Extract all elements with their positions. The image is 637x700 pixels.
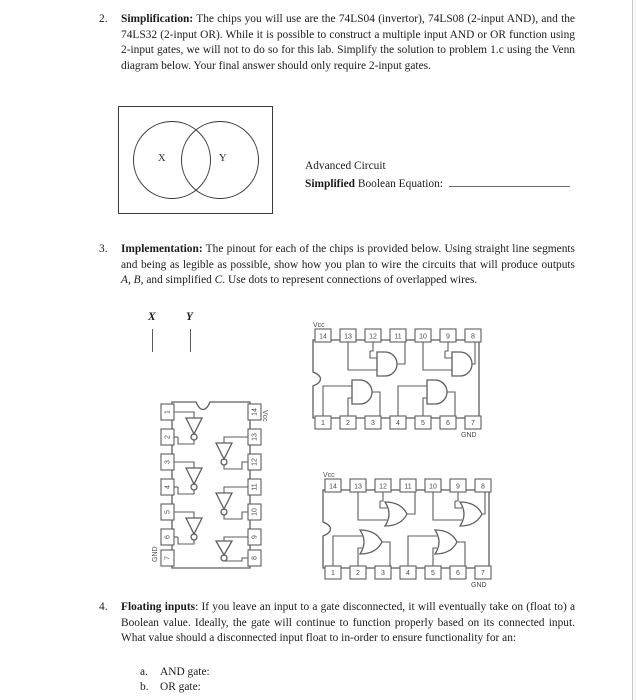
input-stub-line-x [152, 329, 153, 352]
chip-and-gnd-label: GND [461, 432, 477, 439]
chip-inv-gate-6 [216, 537, 248, 561]
chip-74ls08-and [303, 318, 489, 440]
chip-or-pin-14: 14 [329, 483, 337, 491]
chip-and-pin-11: 11 [394, 333, 402, 341]
output-label-a: A, [121, 274, 131, 287]
chip-inv-pin-5: 5 [164, 510, 172, 514]
list-item-4-text: : If you leave an input to a gate disconnected, it will eventually take on (float to) a Boolean value. Ideally, the gate will continue to function properly based on its connected input. What value should a disconnected input float to in-order to ensure functionality for an: [121, 601, 575, 645]
sub-question-b-letter: b. [140, 681, 149, 694]
list-item-4 [99, 600, 575, 647]
chip-and-pin-4: 4 [396, 419, 400, 427]
chip-inv-gnd-label: GND [152, 546, 159, 562]
venn-label-x: X [158, 153, 166, 164]
chip-and-pin-1: 1 [321, 419, 325, 427]
sub-question-b [140, 680, 210, 695]
chip-74ls08-and-svg [303, 318, 489, 440]
list-item-3-title: Implementation: [121, 243, 203, 255]
list-item-3-text-pre: The pinout for each of the chips is provided below. Using straight line segments and being as legible as possible, show how you plan to wire the circuits that will produce outputs [121, 243, 575, 271]
chip-74ls32-or [313, 468, 499, 590]
chip-and-gate-1 [323, 380, 380, 416]
chip-and-pin-6: 6 [446, 419, 450, 427]
list-item-2-body [121, 12, 575, 74]
chip-and-gate-4 [423, 342, 475, 376]
spacer-2: and simplified [143, 274, 215, 287]
chip-or-pin-13: 13 [354, 483, 362, 491]
chip-or-pin-2: 2 [356, 569, 360, 577]
simplified-bold-word: Simplified [305, 177, 356, 190]
input-stub-label-y: Y [186, 311, 193, 323]
chip-and-top-pins [315, 329, 481, 342]
chip-inv-pin-11: 11 [251, 483, 259, 491]
chip-inv-vcc-label: Vcc [261, 410, 268, 422]
chip-or-gate-3 [358, 492, 415, 526]
page-right-margin [633, 0, 637, 700]
chip-or-pin-8: 8 [481, 483, 485, 491]
list-item-3 [99, 242, 575, 289]
chip-inv-pin-7: 7 [164, 556, 172, 560]
chip-inv-gate-1 [174, 412, 202, 444]
chip-or-gnd-label: GND [471, 582, 487, 589]
page-right-border [632, 0, 633, 700]
chip-and-bottom-pins [315, 416, 481, 429]
chip-inv-pin-10: 10 [251, 508, 259, 516]
input-stub-line-y [190, 329, 191, 352]
chip-or-top-pins [325, 479, 491, 492]
chip-or-pin-4: 4 [406, 569, 410, 577]
chip-inv-gate-3 [174, 512, 202, 544]
input-stubs [148, 311, 248, 359]
chip-and-pin-3: 3 [371, 419, 375, 427]
simplified-boolean-equation-row [305, 175, 570, 193]
chip-inv-pin-12: 12 [251, 458, 259, 466]
sub-question-list [140, 665, 210, 696]
chip-or-pin-11: 11 [404, 483, 412, 491]
list-item-4-title: Floating inputs [121, 601, 196, 613]
chip-or-pin-6: 6 [456, 569, 460, 577]
chip-or-gate-1 [333, 530, 390, 566]
input-stub-label-x: X [148, 311, 156, 323]
sub-question-a-letter: a. [140, 666, 148, 678]
list-item-3-body [121, 242, 575, 289]
chip-and-pin-5: 5 [421, 419, 425, 427]
chip-and-vcc-label: Vcc [313, 322, 325, 329]
sub-question-a [140, 665, 210, 680]
chip-and-pin-8: 8 [471, 333, 475, 341]
chip-and-gate-3 [348, 342, 405, 376]
chip-or-bottom-pins [325, 566, 491, 579]
chip-inv-gate-5 [216, 487, 248, 519]
chip-and-pin-2: 2 [346, 419, 350, 427]
chip-and-pin-13: 13 [344, 333, 352, 341]
chip-inv-pin-13: 13 [251, 433, 259, 441]
chip-74ls32-or-svg [313, 468, 499, 590]
chip-inv-pin-3: 3 [164, 460, 172, 464]
chip-inv-gate-2 [174, 462, 202, 494]
boolean-equation-blank[interactable] [449, 175, 570, 187]
list-item-4-body [121, 600, 575, 647]
chip-and-pin-12: 12 [369, 333, 377, 341]
output-label-b: B, [133, 274, 144, 287]
chip-74ls04-inverter-svg [150, 392, 272, 578]
list-item-3-text-post: . Use dots to represent connections of overlapped wires. [222, 274, 478, 287]
list-item-3-number: 3. [99, 243, 108, 255]
chip-inv-pin-2: 2 [164, 435, 172, 439]
chip-and-gate-2 [398, 380, 455, 416]
advanced-circuit-title: Advanced Circuit [305, 160, 386, 172]
boolean-equation-label: Boolean Equation: [355, 177, 443, 190]
chip-inv-pin-14: 14 [251, 408, 259, 416]
chip-inv-pin-6: 6 [164, 535, 172, 539]
chip-and-pin-10: 10 [419, 333, 427, 341]
chip-or-gate-2 [408, 530, 465, 566]
chip-and-pin-9: 9 [446, 333, 450, 341]
chip-or-pin-10: 10 [429, 483, 437, 491]
list-item-2 [99, 12, 575, 74]
chip-or-pin-12: 12 [379, 483, 387, 491]
sub-question-a-label: AND gate: [160, 666, 210, 678]
list-item-2-title: Simplification: [121, 13, 194, 25]
advanced-circuit-block [305, 159, 570, 192]
list-item-2-number: 2. [99, 13, 108, 25]
chip-or-gate-4 [433, 492, 485, 526]
chip-or-pin-1: 1 [331, 569, 335, 577]
list-item-4-number: 4. [99, 601, 108, 613]
chip-inv-pin-9: 9 [251, 535, 259, 539]
chip-inv-pin-8: 8 [251, 556, 259, 560]
output-label-c: C [214, 274, 223, 287]
chip-or-pin-5: 5 [431, 569, 435, 577]
list-item-2-text: The chips you will use are the 74LS04 (invertor), 74LS08 (2-input AND), and the 74LS32 (2-input OR). While it is possible to construct a multiple input AND or OR function using 2-input gates, we will not to do so for this lab. Simplify the solution to problem 1.c using the Venn diagram below. Your final answer should only require 2-input gates. [121, 13, 575, 72]
chip-and-pin-7: 7 [471, 419, 475, 427]
venn-label-y: Y [219, 153, 227, 164]
chip-or-pin-3: 3 [381, 569, 385, 577]
chip-or-pin-7: 7 [481, 569, 485, 577]
chip-inv-pin-1: 1 [164, 410, 172, 414]
chip-inv-gate-4 [216, 437, 248, 469]
chip-or-pin-9: 9 [456, 483, 460, 491]
venn-diagram [118, 106, 273, 214]
chip-and-pin-14: 14 [319, 333, 327, 341]
chip-inv-pin-4: 4 [164, 485, 172, 489]
chip-or-vcc-label: Vcc [323, 472, 335, 479]
sub-question-b-label: OR gate: [160, 681, 201, 694]
chip-74ls04-inverter [150, 392, 272, 578]
